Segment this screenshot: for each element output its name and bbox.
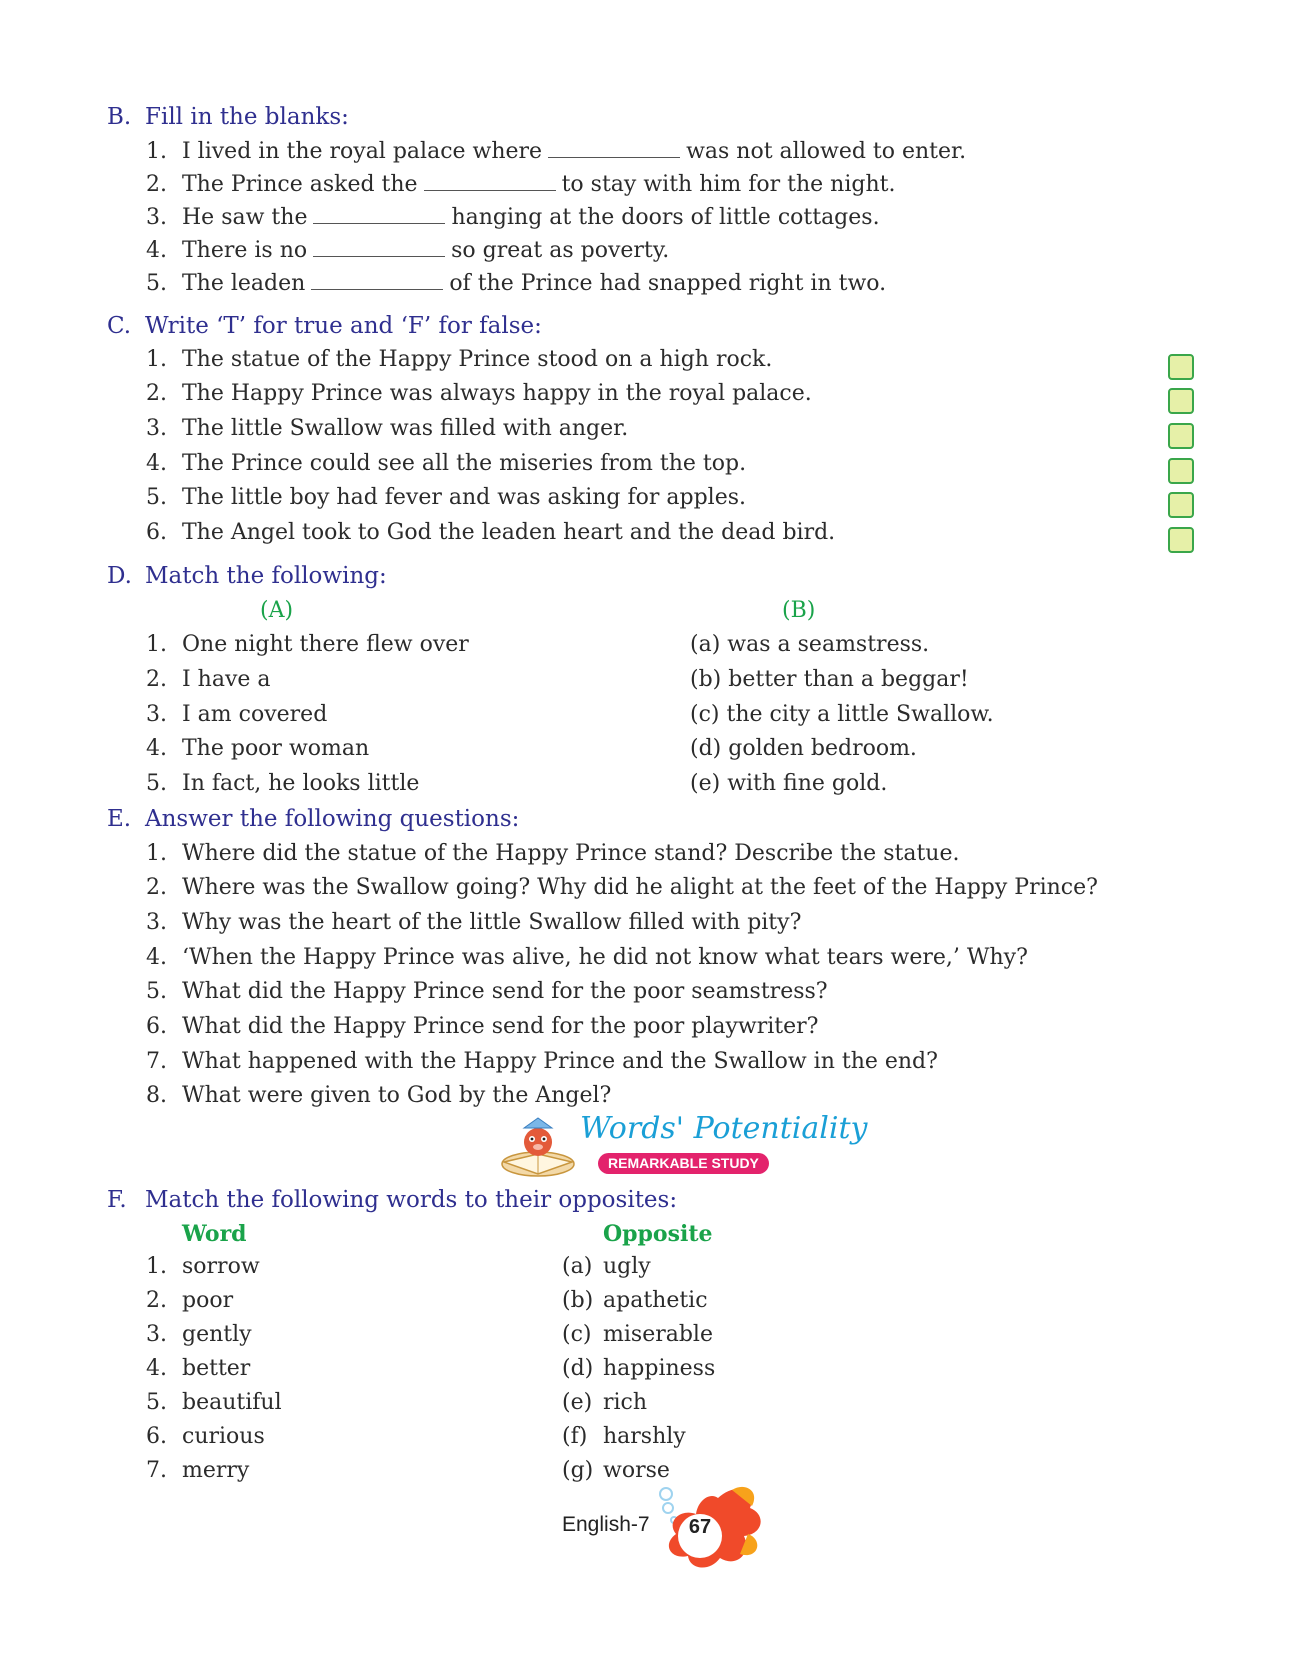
item-text: The Happy Prince was always happy in the royal palace. <box>182 381 812 406</box>
question-item <box>146 1048 938 1076</box>
question-item <box>146 978 828 1006</box>
item-text: ugly <box>603 1254 651 1279</box>
item-key: (a) <box>690 632 721 657</box>
answer-checkbox[interactable] <box>1168 423 1194 449</box>
item-number: 4. <box>146 736 167 761</box>
question-item <box>146 840 959 868</box>
answer-blank[interactable] <box>313 236 445 257</box>
item-number: 2. <box>146 1288 167 1313</box>
item-number: 3. <box>146 910 167 935</box>
item-text-after: of the Prince had snapped right in two. <box>449 271 887 296</box>
item-key: (e) <box>690 771 721 796</box>
remarkable-study-badge: REMARKABLE STUDY <box>598 1153 769 1174</box>
item-number: 6. <box>146 520 167 545</box>
word-item <box>146 1287 233 1315</box>
item-number: 4. <box>146 451 167 476</box>
blank-item <box>146 269 886 298</box>
item-text: better than a beggar! <box>728 667 969 692</box>
column-b-heading: (B) <box>782 598 816 623</box>
match-right-item <box>690 735 917 763</box>
item-text: The little boy had fever and was asking for apples. <box>182 485 747 510</box>
section-title: Write ‘T’ for true and ‘F’ for false: <box>145 313 542 339</box>
words-potentiality-title: Words' Potentiality <box>580 1111 868 1146</box>
item-text: The little Swallow was filled with anger. <box>182 416 629 441</box>
match-left-item <box>146 735 369 763</box>
answer-blank[interactable] <box>311 269 443 290</box>
blank-item <box>146 203 880 232</box>
answer-blank[interactable] <box>548 137 680 158</box>
section-title: Fill in the blanks: <box>145 104 349 130</box>
section-title: Match the following words to their opposites: <box>145 1187 678 1213</box>
item-number: 5. <box>146 485 167 510</box>
true-false-item <box>146 380 812 408</box>
item-key: (d) <box>690 736 722 761</box>
item-number: 8. <box>146 1083 167 1108</box>
item-text-before: There is no <box>182 238 308 263</box>
item-text: What did the Happy Prince send for the poor playwriter? <box>182 1014 819 1039</box>
section-title: Match the following: <box>145 563 387 589</box>
item-key: (b) <box>562 1288 594 1313</box>
opposite-item <box>562 1321 713 1349</box>
answer-checkbox[interactable] <box>1168 492 1194 518</box>
section-title: Answer the following questions: <box>145 806 520 832</box>
answer-checkbox[interactable] <box>1168 388 1194 414</box>
match-right-item <box>690 701 994 729</box>
item-text: What were given to God by the Angel? <box>182 1083 612 1108</box>
item-number: 1. <box>146 1254 167 1279</box>
true-false-item <box>146 415 628 443</box>
item-number: 1. <box>146 139 167 164</box>
item-text: Where was the Swallow going? Why did he alight at the feet of the Happy Prince? <box>182 875 1098 900</box>
section-letter: F. <box>107 1187 127 1213</box>
item-text: The poor woman <box>182 736 370 761</box>
item-text: What did the Happy Prince send for the poor seamstress? <box>182 979 828 1004</box>
item-number: 1. <box>146 347 167 372</box>
item-key: (b) <box>690 667 722 692</box>
true-false-item <box>146 450 746 478</box>
item-text: The statue of the Happy Prince stood on a high rock. <box>182 347 773 372</box>
item-text: beautiful <box>182 1390 282 1415</box>
opposite-item <box>562 1253 651 1281</box>
opposite-column-heading: Opposite <box>603 1221 713 1247</box>
item-number: 5. <box>146 1390 167 1415</box>
item-number: 3. <box>146 205 167 230</box>
question-item <box>146 1082 611 1110</box>
item-number: 2. <box>146 172 167 197</box>
item-number: 6. <box>146 1014 167 1039</box>
item-number: 3. <box>146 416 167 441</box>
blank-item <box>146 170 895 199</box>
book-title-label: English-7 <box>562 1513 650 1536</box>
item-text: The Angel took to God the leaden heart and the dead bird. <box>182 520 836 545</box>
true-false-item <box>146 519 835 547</box>
item-text-before: The Prince asked the <box>182 172 418 197</box>
item-text: One night there flew over <box>182 632 469 657</box>
item-key: (d) <box>562 1356 594 1381</box>
answer-blank[interactable] <box>424 170 556 191</box>
item-number: 5. <box>146 979 167 1004</box>
page-number: 67 <box>688 1516 712 1538</box>
item-key: (a) <box>562 1254 593 1279</box>
item-text: ‘When the Happy Prince was alive, he did not know what tears were,’ Why? <box>182 945 1028 970</box>
question-item <box>146 944 1028 972</box>
match-left-item <box>146 701 327 729</box>
item-text-after: was not allowed to enter. <box>686 139 967 164</box>
word-item <box>146 1253 260 1281</box>
word-item <box>146 1457 249 1485</box>
item-text-before: The leaden <box>182 271 306 296</box>
item-text: happiness <box>603 1356 716 1381</box>
item-number: 2. <box>146 875 167 900</box>
item-text: The Prince could see all the miseries from the top. <box>182 451 747 476</box>
item-text: What happened with the Happy Prince and the Swallow in the end? <box>182 1049 938 1074</box>
match-left-item <box>146 631 469 659</box>
match-left-item <box>146 770 419 798</box>
match-right-item <box>690 666 969 694</box>
item-text: Why was the heart of the little Swallow filled with pity? <box>182 910 802 935</box>
section-letter: C. <box>107 313 132 339</box>
item-text: In fact, he looks little <box>182 771 420 796</box>
section-e-heading <box>107 805 519 833</box>
word-item <box>146 1389 282 1417</box>
true-false-item <box>146 484 746 512</box>
item-key: (e) <box>562 1390 593 1415</box>
item-key: (c) <box>562 1322 592 1347</box>
match-right-item <box>690 631 929 659</box>
answer-checkbox[interactable] <box>1168 527 1194 553</box>
opposite-item <box>562 1355 715 1383</box>
item-number: 4. <box>146 1356 167 1381</box>
section-c-heading <box>107 312 542 340</box>
answer-checkbox[interactable] <box>1168 354 1194 380</box>
item-text: poor <box>182 1288 234 1313</box>
item-number: 2. <box>146 667 167 692</box>
item-text-after: so great as poverty. <box>451 238 670 263</box>
section-f-heading <box>107 1186 677 1214</box>
match-left-item <box>146 666 271 694</box>
opposite-item <box>562 1287 708 1315</box>
match-right-item <box>690 770 887 798</box>
question-item <box>146 909 801 937</box>
item-text: better <box>182 1356 251 1381</box>
item-text-after: hanging at the doors of little cottages. <box>451 205 880 230</box>
item-text: Where did the statue of the Happy Prince stand? Describe the statue. <box>182 841 960 866</box>
item-text: sorrow <box>182 1254 260 1279</box>
word-column-heading: Word <box>182 1221 247 1247</box>
item-text: the city a little Swallow. <box>726 702 994 727</box>
item-text: with fine gold. <box>727 771 888 796</box>
item-number: 4. <box>146 945 167 970</box>
answer-checkbox[interactable] <box>1168 458 1194 484</box>
blank-item <box>146 137 966 166</box>
item-number: 3. <box>146 702 167 727</box>
section-d-heading <box>107 562 387 590</box>
opposite-item <box>562 1423 686 1451</box>
word-item <box>146 1321 252 1349</box>
item-number: 7. <box>146 1458 167 1483</box>
item-number: 1. <box>146 841 167 866</box>
item-text-before: He saw the <box>182 205 308 230</box>
opposite-item <box>562 1389 647 1417</box>
item-number: 5. <box>146 271 167 296</box>
question-item <box>146 1013 818 1041</box>
item-number: 1. <box>146 632 167 657</box>
item-key: (g) <box>562 1458 594 1483</box>
item-number: 2. <box>146 381 167 406</box>
word-item <box>146 1423 265 1451</box>
item-text: curious <box>182 1424 265 1449</box>
item-key: (c) <box>690 702 720 727</box>
item-text: rich <box>603 1390 648 1415</box>
item-text: I have a <box>182 667 271 692</box>
item-number: 3. <box>146 1322 167 1347</box>
item-key: (f) <box>562 1424 588 1449</box>
section-letter: E. <box>107 806 132 832</box>
true-false-item <box>146 346 772 374</box>
item-text: gently <box>182 1322 252 1347</box>
item-number: 7. <box>146 1049 167 1074</box>
answer-blank[interactable] <box>313 203 445 224</box>
item-text: apathetic <box>603 1288 708 1313</box>
blank-item <box>146 236 669 265</box>
item-text: worse <box>603 1458 670 1483</box>
item-text-before: I lived in the royal palace where <box>182 139 543 164</box>
item-number: 4. <box>146 238 167 263</box>
item-text: miserable <box>603 1322 713 1347</box>
section-letter: D. <box>107 563 132 589</box>
item-number: 5. <box>146 771 167 796</box>
question-item <box>146 874 1098 902</box>
item-text: merry <box>182 1458 250 1483</box>
item-text: I am covered <box>182 702 328 727</box>
column-a-heading: (A) <box>260 598 294 623</box>
item-text: was a seamstress. <box>727 632 930 657</box>
word-item <box>146 1355 250 1383</box>
section-letter: B. <box>107 104 132 130</box>
item-number: 6. <box>146 1424 167 1449</box>
item-text: golden bedroom. <box>728 736 917 761</box>
item-text: harshly <box>603 1424 686 1449</box>
item-text-after: to stay with him for the night. <box>561 172 896 197</box>
section-b-heading <box>107 103 349 131</box>
